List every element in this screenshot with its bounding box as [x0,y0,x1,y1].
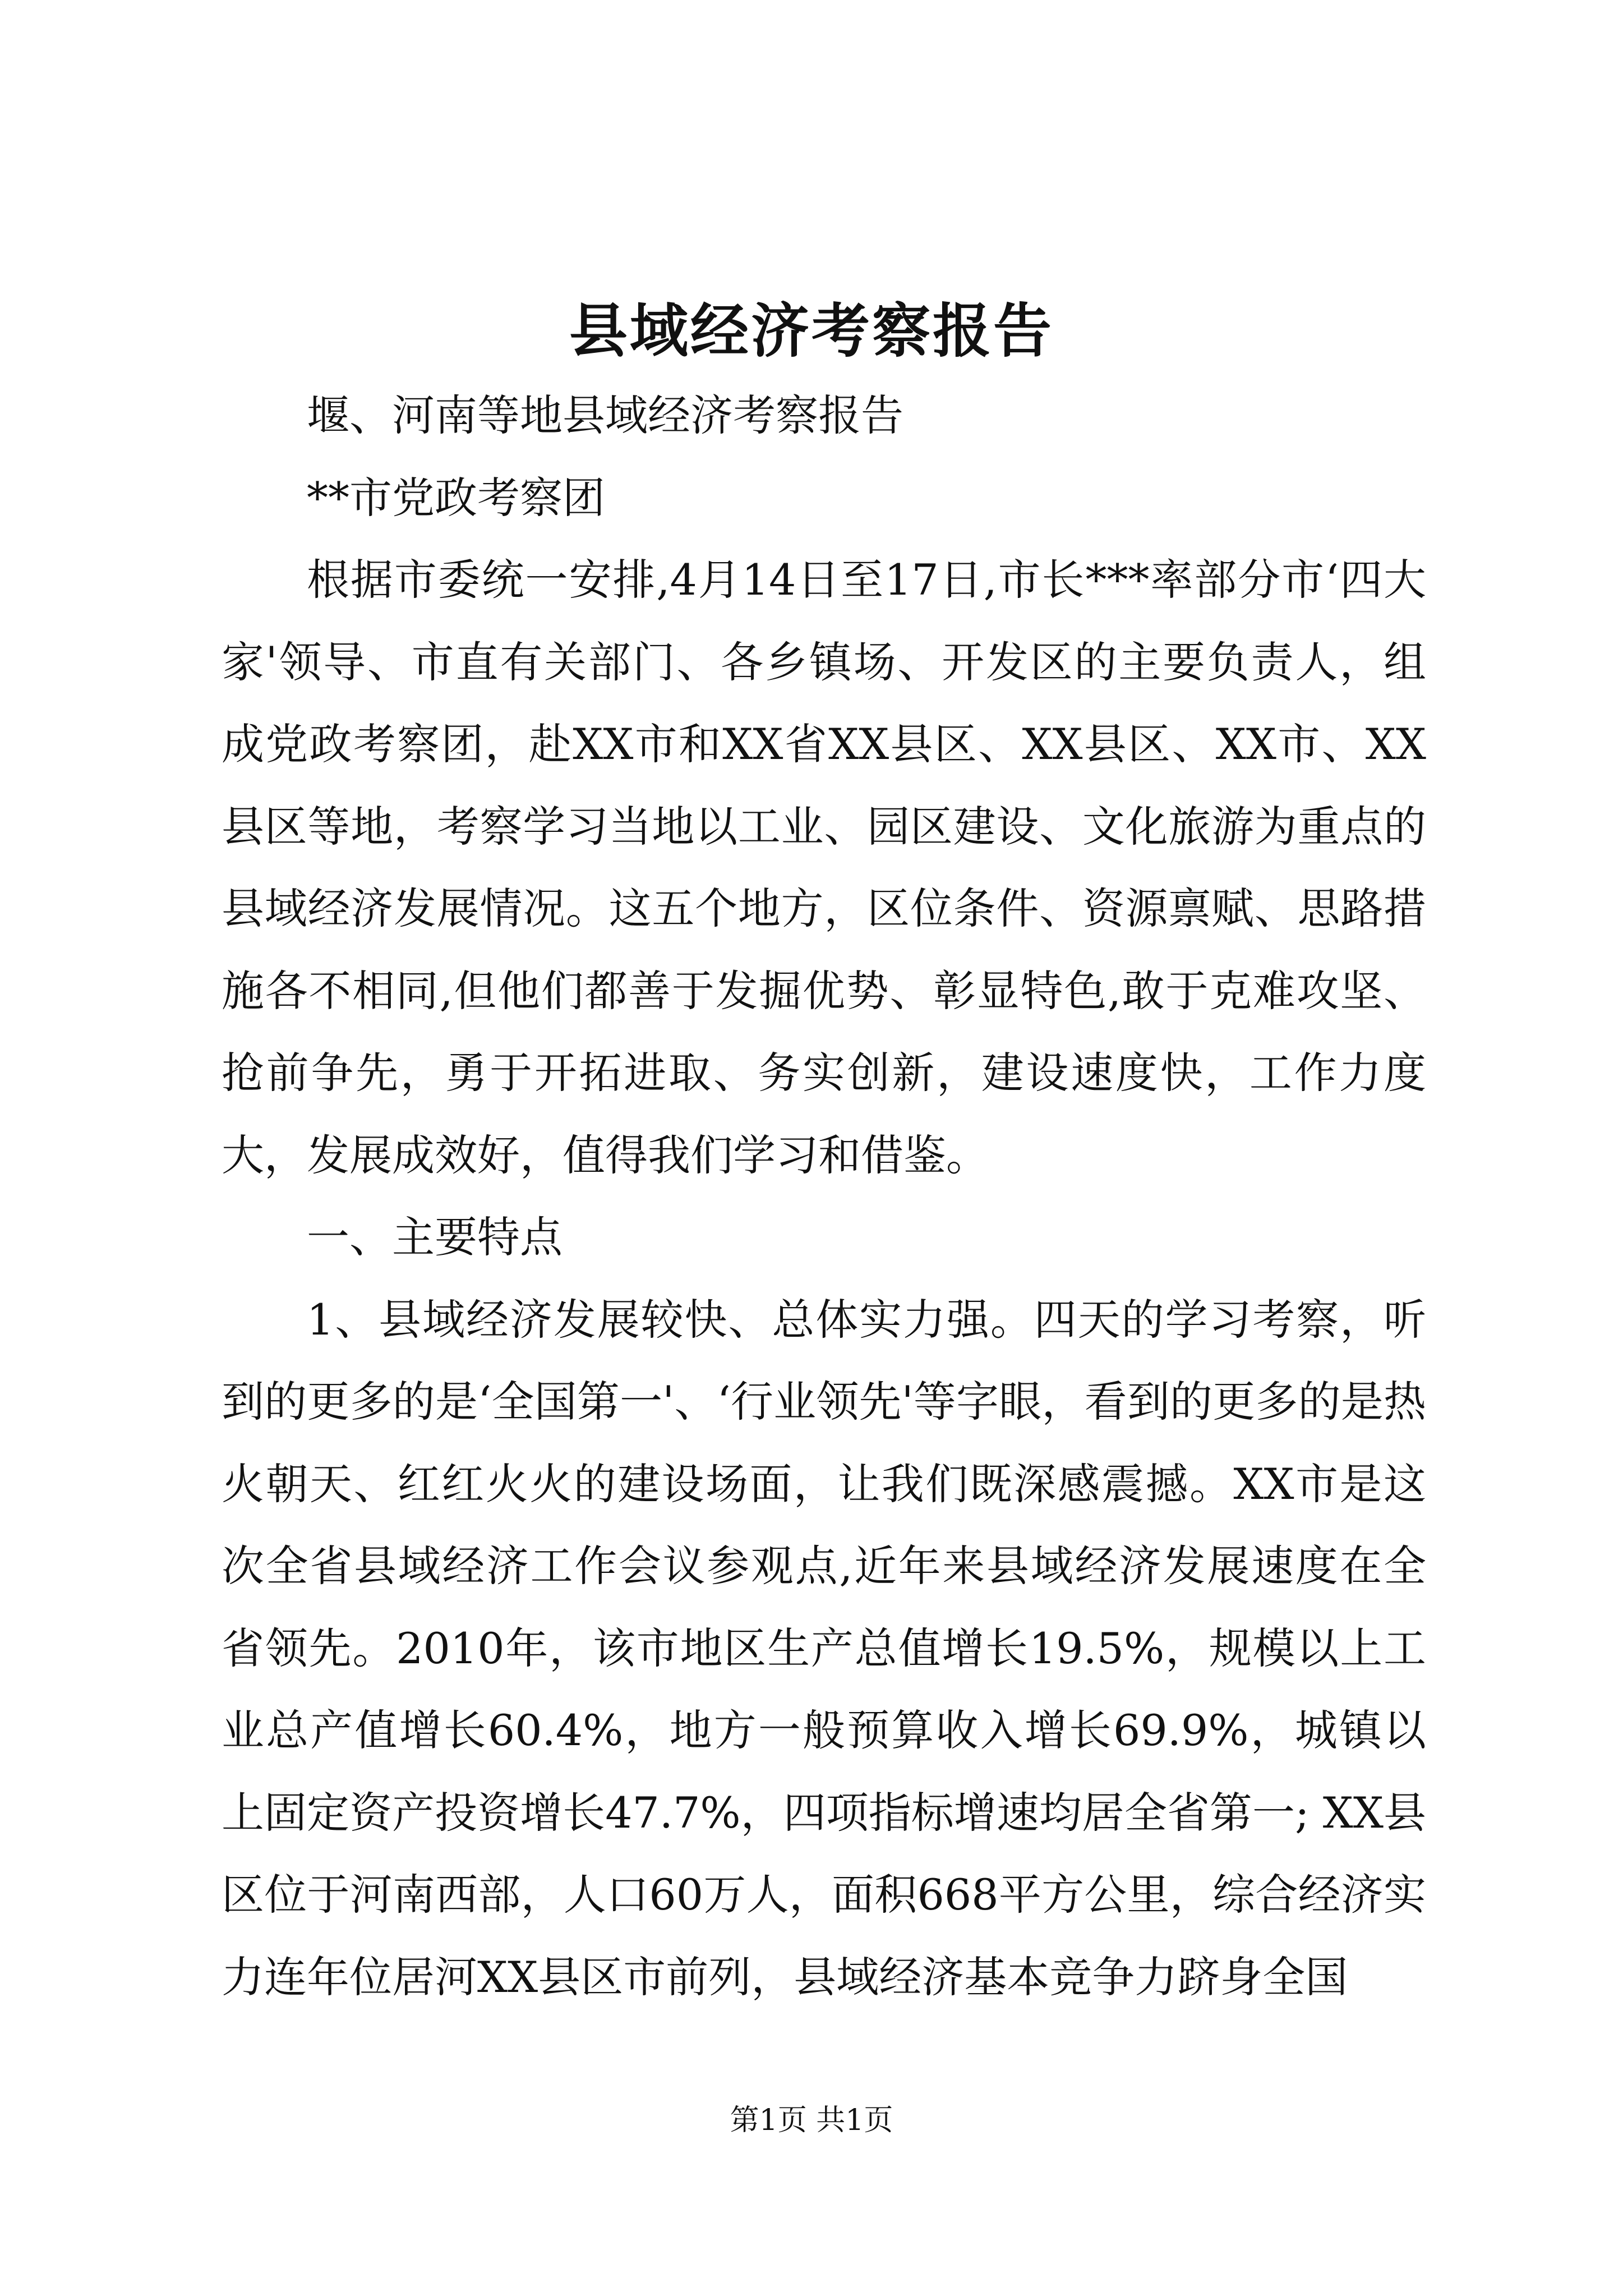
document-body [222,375,1426,2018]
page-number: 第1页 共1页 [730,2104,893,2137]
paragraph-subtitle: 堰、河南等地县域经济考察报告 [307,390,903,440]
paragraph-intro: 根据市委统一安排,4月14日至17日,市长***率部分市‘四大家'领导、市直有关部门、各乡镇场、开发区的主要负责人，组成党政考察团，赴XX市和XX省XX县区、XX县区、XX市、XX县区等地，考察学习当地以工业、园区建设、文化旅游为重点的县域经济发展情况。这五个地方，区位条件、资源禀赋、思路措施各不相同,但他们都善于发掘优势、彰显特色,敢于克难攻坚、抢前争先，勇于开拓进取、务实创新，建设速度快，工作力度大，发展成效好，值得我们学习和借鉴。 [222,555,1426,1180]
paragraph-author: **市党政考察团 [307,472,605,523]
paragraph-point-1: 1、县域经济发展较快、总体实力强。四天的学习考察，听到的更多的是‘全国第一'、‘行业领先'等字眼，看到的更多的是热火朝天、红红火火的建设场面，让我们既深感震撼。XX市是这次全省县域经济工作会议参观点,近年来县域经济发展速度在全省领先。2010年，该市地区生产总值增长19.5%，规模以上工业总产值增长60.4%，地方一般预算收入增长69.9%，城镇以上固定资产投资增长47.7%，四项指标增速均居全省第一; XX县区位于河南西部，人口60万人，面积668平方公里，综合经济实力连年位居河XX县区市前列，县域经济基本竞争力跻身全国 [222,1294,1426,2002]
section-heading: 一、主要特点 [307,1212,562,1262]
document-title: 县域经济考察报告 [569,296,1054,365]
